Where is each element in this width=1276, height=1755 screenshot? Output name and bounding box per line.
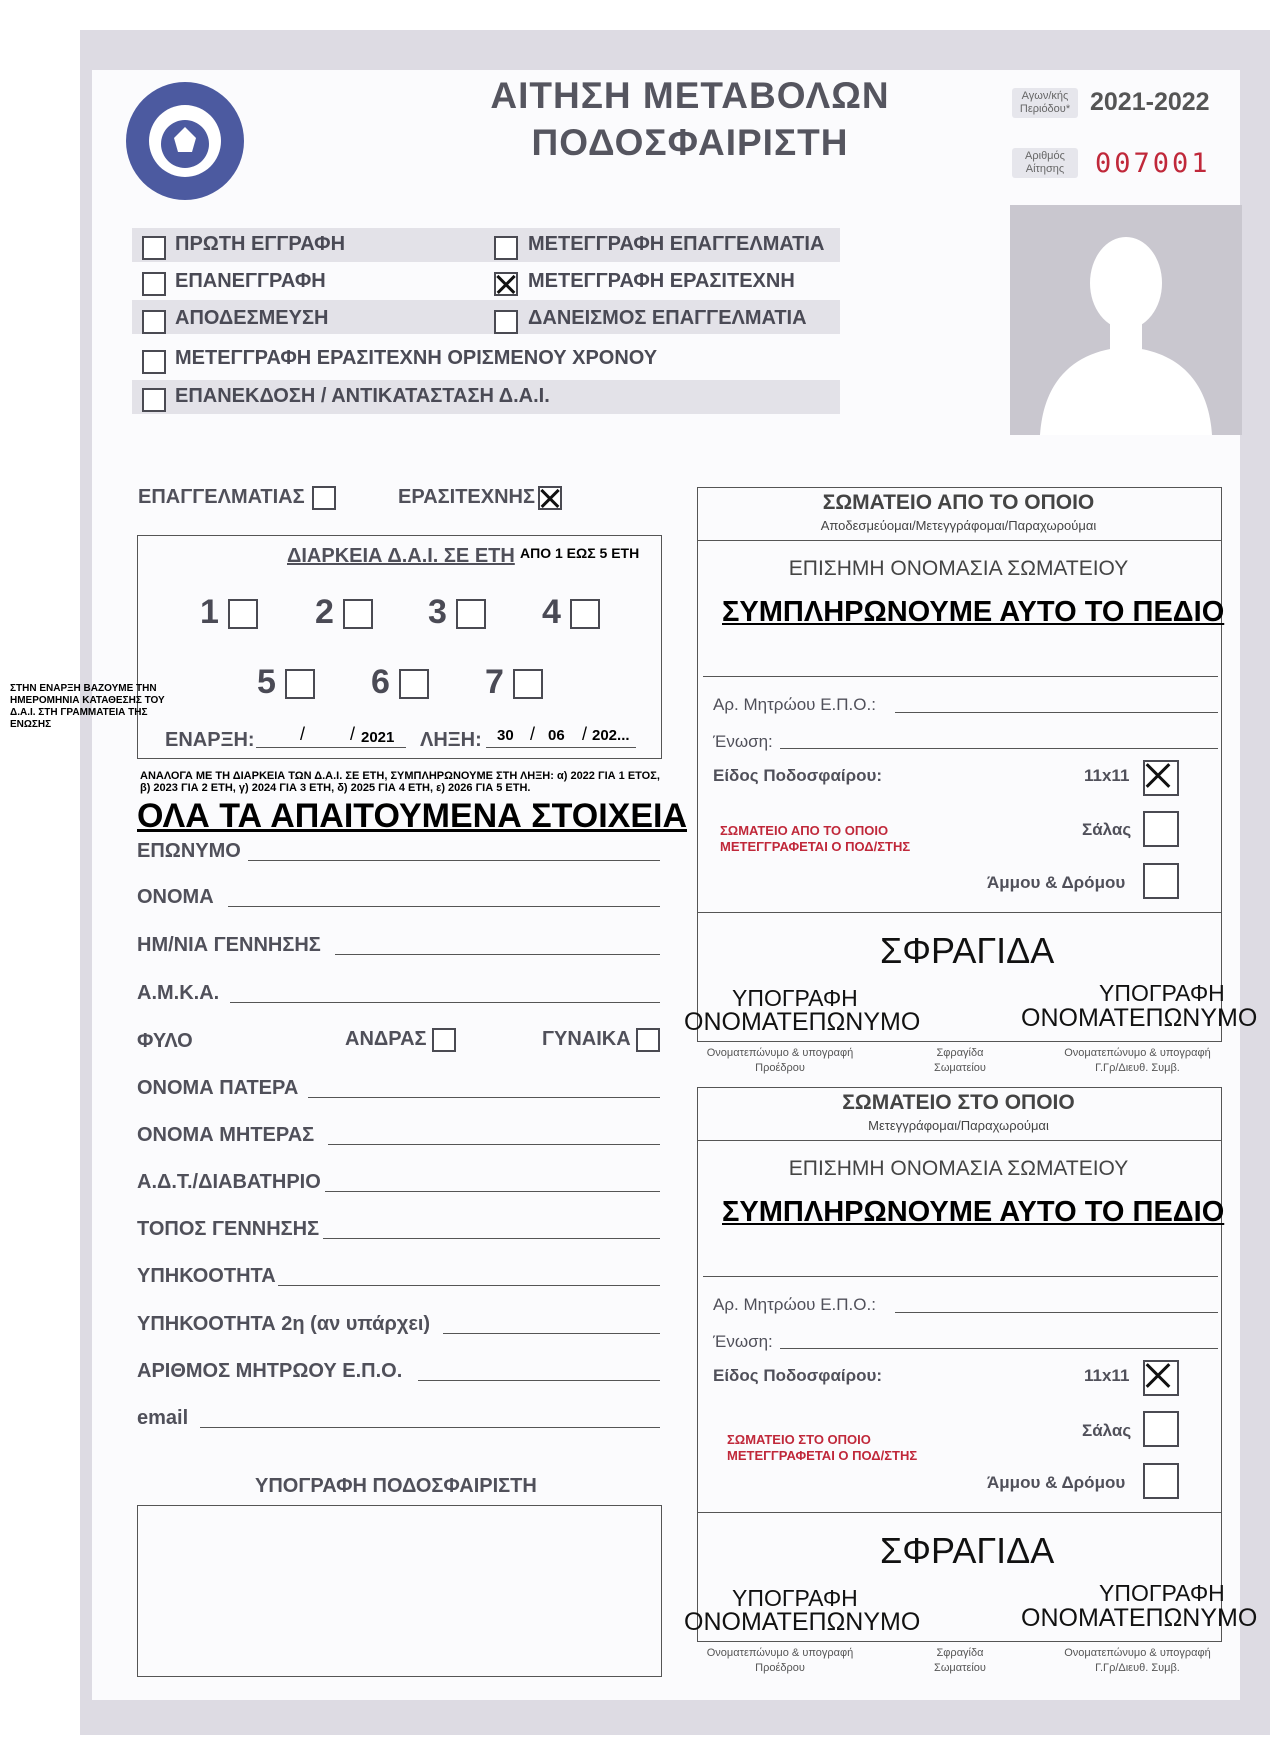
email-field[interactable] xyxy=(200,1427,660,1428)
checkbox-male[interactable] xyxy=(432,1028,456,1052)
club-from-checkbox-hall[interactable] xyxy=(1143,811,1179,847)
second-nationality-label: ΥΠΗΚΟΟΤΗΤΑ 2η (αν υπάρχει) xyxy=(137,1313,431,1335)
gender-label: ΦΥΛΟ xyxy=(137,1030,193,1052)
amka-field[interactable] xyxy=(230,1002,660,1003)
nationality-field[interactable] xyxy=(278,1285,660,1286)
checkbox-amateur-transfer[interactable] xyxy=(494,272,518,296)
checkbox-year-1[interactable] xyxy=(228,599,258,629)
id-passport-field[interactable] xyxy=(325,1191,660,1192)
club-from-sign-left-2: ΟΝΟΜΑΤΕΠΩΝΥΜΟ xyxy=(684,1008,921,1036)
year-2-label: 2 xyxy=(315,593,334,631)
club-from-union-label: Ένωση: xyxy=(713,732,773,751)
club-to-type-hall-label: Σάλας xyxy=(1082,1421,1132,1440)
option-amateur-transfer: ΜΕΤΕΓΓΡΑΦΗ ΕΡΑΣΙΤΕΧΝΗ xyxy=(528,270,795,292)
club-from-registry-label: Αρ. Μητρώου Ε.Π.Ο.: xyxy=(713,695,876,714)
club-to-football-type-label: Είδος Ποδοσφαίρου: xyxy=(713,1366,883,1385)
club-from-type-hall-label: Σάλας xyxy=(1082,820,1132,839)
end-date-month: 06 xyxy=(548,727,565,744)
option-release: ΑΠΟΔΕΣΜΕΥΣΗ xyxy=(175,307,329,329)
club-from-type-beach-label: Άμμου & Δρόμου xyxy=(987,873,1126,892)
checkbox-year-5[interactable] xyxy=(285,669,315,699)
club-to-fill-note: ΣΥΜΠΛΗΡΩΝΟΥΜΕ ΑΥΤΟ ΤΟ ΠΕΔΙΟ xyxy=(722,1196,1225,1228)
club-to-red-note: ΣΩΜΑΤΕΙΟ ΣΤΟ ΟΠΟΙΟ ΜΕΤΕΓΓΡΑΦΕΤΑΙ Ο ΠΟΔ/ΣΤΗΣ xyxy=(727,1432,918,1463)
club-from-stamp: ΣΦΡΑΓΙΔΑ xyxy=(880,930,1055,971)
year-7-label: 7 xyxy=(485,663,504,701)
club-to-foot-left: Ονοματεπώνυμο & υπογραφή Προέδρου xyxy=(706,1647,854,1674)
start-date-label: ΕΝΑΡΞΗ: xyxy=(165,729,255,751)
club-from-football-type-label: Είδος Ποδοσφαίρου: xyxy=(713,766,883,785)
club-from-official-name-label: ΕΠΙΣΗΜΗ ΟΝΟΜΑΣΙΑ ΣΩΜΑΤΕΙΟΥ xyxy=(788,557,1129,580)
first-name-label: ΟΝΟΜΑ xyxy=(137,886,214,908)
end-date-label: ΛΗΞΗ: xyxy=(420,729,482,751)
end-date-sep1: / xyxy=(530,724,536,744)
birth-date-label: ΗΜ/ΝΙΑ ΓΕΝΝΗΣΗΣ xyxy=(137,934,321,956)
mother-name-label: ΟΝΟΜΑ ΜΗΤΕΡΑΣ xyxy=(137,1124,315,1146)
mother-name-field[interactable] xyxy=(328,1144,660,1145)
checkbox-professional[interactable] xyxy=(312,486,336,510)
club-to-official-name-label: ΕΠΙΣΗΜΗ ΟΝΟΜΑΣΙΑ ΣΩΜΑΤΕΙΟΥ xyxy=(788,1157,1129,1180)
club-to-checkbox-11x11[interactable] xyxy=(1143,1360,1179,1396)
club-from-sign-right-2: ΟΝΟΜΑΤΕΠΩΝΥΜΟ xyxy=(1021,1004,1258,1032)
checkbox-release[interactable] xyxy=(142,310,166,334)
duration-note: ΑΠΟ 1 ΕΩΣ 5 ΕΤΗ xyxy=(520,545,640,561)
end-date-year: 202... xyxy=(592,727,630,744)
end-date-sep2: / xyxy=(582,724,588,744)
start-date-year: 2021 xyxy=(361,729,395,746)
female-label: ΓΥΝΑΙΚΑ xyxy=(542,1028,631,1050)
checkbox-year-2[interactable] xyxy=(343,599,373,629)
club-from-fill-note: ΣΥΜΠΛΗΡΩΝΟΥΜΕ ΑΥΤΟ ΤΟ ΠΕΔΙΟ xyxy=(722,596,1225,628)
year-4-label: 4 xyxy=(542,593,561,631)
club-from-checkbox-11x11[interactable] xyxy=(1143,760,1179,796)
club-to-type-11-label: 11x11 xyxy=(1084,1366,1130,1385)
male-label: ΑΝΔΡΑΣ xyxy=(345,1028,427,1050)
amateur-label: ΕΡΑΣΙΤΕΧΝΗΣ xyxy=(398,486,535,508)
club-from-checkbox-beach[interactable] xyxy=(1143,863,1179,899)
option-pro-loan: ΔΑΝΕΙΣΜΟΣ ΕΠΑΓΓΕΛΜΑΤΙΑ xyxy=(528,307,807,329)
club-to-type-beach-label: Άμμου & Δρόμου xyxy=(987,1473,1126,1492)
option-re-registration: ΕΠΑΝΕΓΓΡΑΦΗ xyxy=(175,270,326,292)
father-name-label: ΟΝΟΜΑ ΠΑΤΕΡΑ xyxy=(137,1077,299,1099)
club-to-registry-field[interactable] xyxy=(895,1312,1218,1313)
checkbox-female[interactable] xyxy=(636,1028,660,1052)
option-first-registration: ΠΡΩΤΗ ΕΓΓΡΑΦΗ xyxy=(175,233,346,255)
email-label: email xyxy=(137,1407,189,1429)
option-fixed-term-transfer: ΜΕΤΕΓΓΡΑΦΗ ΕΡΑΣΙΤΕΧΝΗ ΟΡΙΣΜΕΝΟΥ ΧΡΟΝΟΥ xyxy=(175,347,658,369)
checkbox-first-registration[interactable] xyxy=(142,236,166,260)
club-from-registry-field[interactable] xyxy=(895,712,1218,713)
end-date-field[interactable] xyxy=(486,747,636,748)
player-signature-box[interactable] xyxy=(137,1505,662,1677)
checkbox-reissue[interactable] xyxy=(142,388,166,412)
second-nationality-field[interactable] xyxy=(443,1333,660,1334)
start-date-sep1: / xyxy=(300,724,306,744)
start-date-sep2: / xyxy=(350,724,356,744)
club-from-sign-right-1: ΥΠΟΓΡΑΦΗ xyxy=(1099,980,1225,1006)
year-6-label: 6 xyxy=(371,663,390,701)
duration-title: ΔΙΑΡΚΕΙΑ Δ.Α.Ι. ΣΕ ΕΤΗ xyxy=(287,545,515,567)
checkbox-fixed-term-transfer[interactable] xyxy=(142,350,166,374)
club-from-foot-right: Ονοματεπώνυμο & υπογραφή Γ.Γρ/Διευθ. Συμβ. xyxy=(1064,1047,1211,1074)
id-passport-label: Α.Δ.Τ./ΔΙΑΒΑΤΗΡΙΟ xyxy=(137,1171,321,1193)
end-date-day: 30 xyxy=(497,727,514,744)
checkbox-year-6[interactable] xyxy=(399,669,429,699)
checkbox-pro-loan[interactable] xyxy=(494,310,518,334)
form-title-line1: ΑΙΤΗΣΗ ΜΕΤΑΒΟΛΩΝ xyxy=(490,75,890,116)
club-to-sign-right-1: ΥΠΟΓΡΑΦΗ xyxy=(1099,1580,1225,1606)
checkbox-amateur[interactable] xyxy=(538,486,562,510)
epo-registry-field[interactable] xyxy=(418,1380,660,1381)
year-3-label: 3 xyxy=(428,593,447,631)
amka-label: Α.Μ.Κ.Α. xyxy=(137,982,220,1004)
father-name-field[interactable] xyxy=(308,1097,660,1098)
player-signature-label: ΥΠΟΓΡΑΦΗ ΠΟΔΟΣΦΑΙΡΙΣΤΗ xyxy=(255,1475,537,1497)
person-silhouette-icon xyxy=(1010,205,1242,435)
club-from-name-field[interactable] xyxy=(703,676,1218,677)
club-from-subtitle: Αποδεσμεύομαι/Μετεγγράφομαι/Παραχωρούμαι xyxy=(820,518,1097,533)
start-date-side-note: ΣΤΗΝ ΕΝΑΡΞΗ ΒΑΖΟΥΜΕ ΤΗΝ ΗΜΕΡΟΜΗΝΙΑ ΚΑΤΑΘΕΣΗΣ ΤΟΥ Δ.Α.Ι. ΣΤΗ ΓΡΑΜΜΑΤΕΙΑ ΤΗΣ ΕΝΩΣΗΣ xyxy=(10,683,165,730)
year-1-label: 1 xyxy=(200,593,219,631)
club-to-name-field[interactable] xyxy=(703,1276,1218,1277)
nationality-label: ΥΠΗΚΟΟΤΗΤΑ xyxy=(137,1265,276,1287)
logo-ring-icon xyxy=(126,82,244,200)
club-to-sign-left-1: ΥΠΟΓΡΑΦΗ xyxy=(732,1585,858,1611)
checkbox-year-7[interactable] xyxy=(513,669,543,699)
club-from-foot-mid: Σφραγίδα Σωματείου xyxy=(934,1047,986,1074)
player-photo-placeholder[interactable] xyxy=(1010,205,1242,435)
birth-date-field[interactable] xyxy=(335,954,660,955)
season-value: 2021-2022 xyxy=(1090,88,1210,116)
checkbox-year-4[interactable] xyxy=(570,599,600,629)
surname-label: ΕΠΩΝΥΜΟ xyxy=(137,840,241,862)
club-to-sign-right-2: ΟΝΟΜΑΤΕΠΩΝΥΜΟ xyxy=(1021,1604,1258,1632)
form-title-line2: ΠΟΔΟΣΦΑΙΡΙΣΤΗ xyxy=(531,122,849,163)
club-to-foot-mid: Σφραγίδα Σωματείου xyxy=(934,1647,986,1674)
checkbox-re-registration[interactable] xyxy=(142,272,166,296)
club-to-stamp: ΣΦΡΑΓΙΔΑ xyxy=(880,1530,1055,1571)
all-fields-note: ΟΛΑ ΤΑ ΑΠΑΙΤΟΥΜΕΝΑ ΣΤΟΙΧΕΙΑ xyxy=(137,797,687,835)
request-number-value: 007001 xyxy=(1095,148,1211,179)
year-5-label: 5 xyxy=(257,663,276,701)
club-to-foot-right: Ονοματεπώνυμο & υπογραφή Γ.Γρ/Διευθ. Συμβ. xyxy=(1064,1647,1211,1674)
club-to-registry-label: Αρ. Μητρώου Ε.Π.Ο.: xyxy=(713,1295,876,1314)
option-reissue: ΕΠΑΝΕΚΔΟΣΗ / ΑΝΤΙΚΑΤΑΣΤΑΣΗ Δ.Α.Ι. xyxy=(175,385,550,407)
hellenic-football-federation-logo xyxy=(126,82,244,200)
club-to-checkbox-hall[interactable] xyxy=(1143,1411,1179,1447)
club-from-sign-left-1: ΥΠΟΓΡΑΦΗ xyxy=(732,985,858,1011)
season-label: Αγων/κής Περιόδου* xyxy=(1012,88,1078,118)
club-from-union-field[interactable] xyxy=(780,748,1218,749)
checkbox-pro-transfer[interactable] xyxy=(494,236,518,260)
surname-field[interactable] xyxy=(248,860,660,861)
request-number-label: Αριθμός Αίτησης xyxy=(1012,148,1078,178)
expiry-note: ΑΝΑΛΟΓΑ ΜΕ ΤΗ ΔΙΑΡΚΕΙΑ ΤΩΝ Δ.Α.Ι. ΣΕ ΕΤΗ, ΣΥΜΠΛΗΡΩΝΟΥΜΕ ΣΤΗ ΛΗΞΗ: α) 2022 ΓΙΑ 1 ΕΤΟΣ, β) 2023 ΓΙΑ 2 ΕΤΗ, γ) 2024 ΓΙΑ 3 ΕΤΗ, δ) 2025 ΓΙΑ 4 ΕΤΗ, ε) 2026 ΓΙΑ 5 ΕΤΗ. xyxy=(140,770,660,794)
club-from-type-11-label: 11x11 xyxy=(1084,766,1130,785)
checkbox-year-3[interactable] xyxy=(456,599,486,629)
birth-place-label: ΤΟΠΟΣ ΓΕΝΝΗΣΗΣ xyxy=(137,1218,320,1240)
club-from-foot-left: Ονοματεπώνυμο & υπογραφή Προέδρου xyxy=(706,1047,854,1074)
option-pro-transfer: ΜΕΤΕΓΓΡΑΦΗ ΕΠΑΓΓΕΛΜΑΤΙΑ xyxy=(528,233,825,255)
first-name-field[interactable] xyxy=(228,906,660,907)
club-to-sign-left-2: ΟΝΟΜΑΤΕΠΩΝΥΜΟ xyxy=(684,1608,921,1636)
epo-registry-label: ΑΡΙΘΜΟΣ ΜΗΤΡΩΟΥ Ε.Π.Ο. xyxy=(137,1360,403,1382)
club-from-red-note: ΣΩΜΑΤΕΙΟ ΑΠΟ ΤΟ ΟΠΟΙΟ ΜΕΤΕΓΓΡΑΦΕΤΑΙ Ο ΠΟΔ/ΣΤΗΣ xyxy=(720,823,911,854)
club-to-union-label: Ένωση: xyxy=(713,1332,773,1351)
start-date-field[interactable] xyxy=(256,747,406,748)
club-from-title: ΣΩΜΑΤΕΙΟ ΑΠΟ ΤΟ ΟΠΟΙΟ xyxy=(822,491,1095,514)
club-to-subtitle: Μετεγγράφομαι/Παραχωρούμαι xyxy=(868,1118,1049,1133)
club-to-union-field[interactable] xyxy=(780,1348,1218,1349)
birth-place-field[interactable] xyxy=(323,1238,660,1239)
club-to-title: ΣΩΜΑΤΕΙΟ ΣΤΟ ΟΠΟΙΟ xyxy=(842,1091,1075,1114)
professional-label: ΕΠΑΓΓΕΛΜΑΤΙΑΣ xyxy=(138,486,305,508)
club-to-checkbox-beach[interactable] xyxy=(1143,1463,1179,1499)
